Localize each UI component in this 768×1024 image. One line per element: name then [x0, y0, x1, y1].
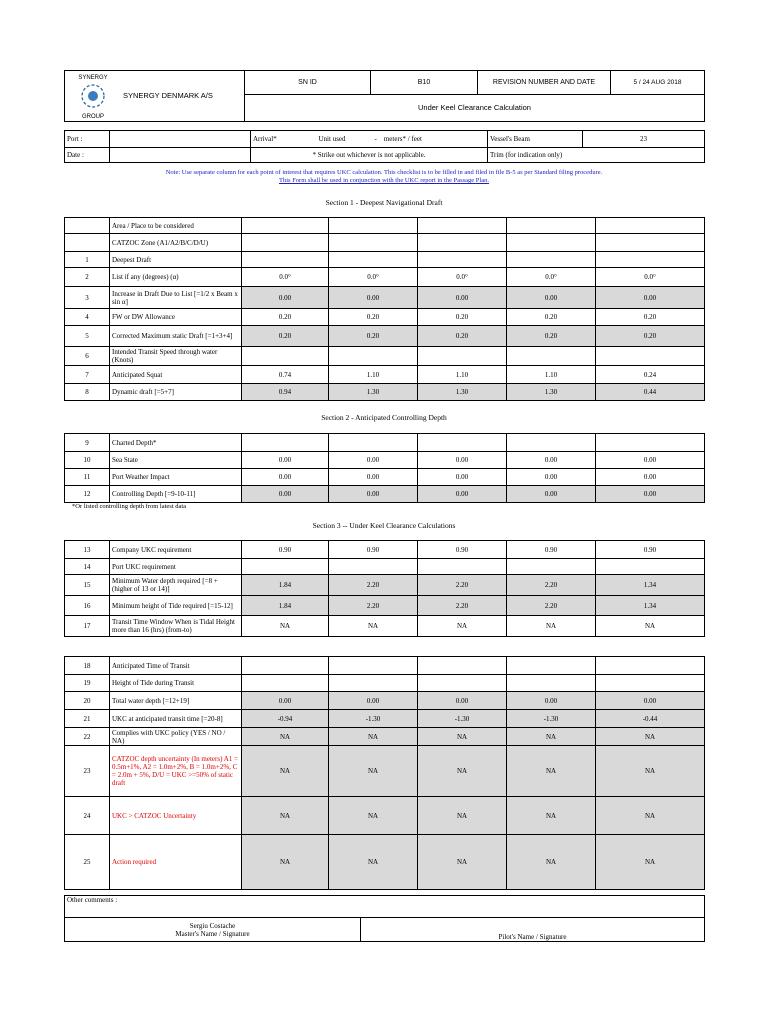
value-cell[interactable]	[329, 234, 418, 252]
row-label: Intended Transit Speed through water (Knots)	[110, 347, 242, 366]
row-label: Complies with UKC policy (YES / NO / NA)	[110, 728, 242, 746]
revision-value: 5 / 24 AUG 2018	[611, 71, 705, 95]
value-cell[interactable]: 0.0°	[596, 268, 705, 287]
table-row	[65, 835, 705, 890]
value-cell[interactable]	[596, 234, 705, 252]
revision-label: REVISION NUMBER AND DATE	[478, 71, 611, 95]
value-cell[interactable]: NA	[596, 746, 705, 797]
section-1-title: Section 1 - Deepest Navigational Draft	[325, 198, 443, 207]
value-cell[interactable]: 0.00	[329, 486, 418, 503]
row-number: 8	[65, 384, 110, 401]
value-cell[interactable]	[596, 559, 705, 575]
value-cell[interactable]: 0.00	[242, 486, 329, 503]
value-cell[interactable]: 0.20	[242, 309, 329, 326]
value-cell[interactable]: 0.20	[242, 326, 329, 347]
row-number: 2	[65, 268, 110, 287]
row-label: Corrected Maximum static Draft [=1+3+4]	[110, 326, 242, 347]
row-label: List if any (degrees) (α)	[110, 268, 242, 287]
value-cell[interactable]: 0.24	[596, 366, 705, 384]
row-label: Total water depth [=12+19]	[110, 692, 242, 710]
table-row	[65, 326, 705, 347]
value-cell[interactable]: NA	[242, 728, 329, 746]
value-cell[interactable]: 0.44	[596, 384, 705, 401]
value-cell[interactable]	[418, 252, 507, 268]
value-cell[interactable]: 0.0°	[242, 268, 329, 287]
vessel-beam-value: 23	[583, 131, 705, 148]
row-number: 5	[65, 326, 110, 347]
value-cell[interactable]: 0.00	[329, 452, 418, 469]
value-cell[interactable]: 0.00	[418, 692, 507, 710]
section-3-table-a	[64, 540, 705, 637]
value-cell[interactable]: -0.44	[596, 710, 705, 728]
value-cell[interactable]: 1.30	[418, 384, 507, 401]
row-number	[65, 234, 110, 252]
row-number: 17	[65, 616, 110, 637]
pilot-signature	[361, 918, 705, 942]
value-cell[interactable]: NA	[596, 616, 705, 637]
row-label: Action required	[110, 835, 242, 890]
table-row	[65, 692, 705, 710]
value-cell[interactable]: 1.84	[242, 596, 329, 616]
value-cell[interactable]	[418, 434, 507, 452]
value-cell[interactable]	[329, 252, 418, 268]
value-cell[interactable]: NA	[507, 616, 596, 637]
table-row	[65, 268, 705, 287]
value-cell[interactable]: NA	[329, 728, 418, 746]
value-cell[interactable]: 0.00	[418, 469, 507, 486]
value-cell[interactable]: 0.0°	[418, 268, 507, 287]
section-2-table	[64, 433, 705, 503]
arrival-label: Arrival*	[251, 131, 317, 148]
table-row	[65, 347, 705, 366]
company-cell	[65, 71, 245, 122]
row-label: Anticipated Squat	[110, 366, 242, 384]
value-cell[interactable]: NA	[242, 835, 329, 890]
other-comments-label: Other comments :	[67, 896, 118, 904]
row-number: 19	[65, 675, 110, 692]
table-row	[65, 486, 705, 503]
value-cell[interactable]: 1.10	[418, 366, 507, 384]
value-cell[interactable]: 0.74	[242, 366, 329, 384]
pilot-label: Pilot's Name / Signature	[498, 933, 567, 941]
value-cell[interactable]: 0.20	[507, 309, 596, 326]
value-cell[interactable]: NA	[418, 835, 507, 890]
value-cell[interactable]: 0.00	[596, 287, 705, 309]
value-cell[interactable]: 0.00	[329, 469, 418, 486]
port-label: Port :	[65, 131, 110, 148]
vessel-beam-label: Vessel's Beam	[488, 131, 583, 148]
value-cell[interactable]: NA	[596, 728, 705, 746]
value-cell[interactable]: 0.00	[596, 469, 705, 486]
row-label: Port UKC requirement	[110, 559, 242, 575]
value-cell[interactable]	[596, 252, 705, 268]
value-cell[interactable]: -0.94	[242, 710, 329, 728]
company-name: SYNERGY DENMARK A/S	[123, 91, 213, 100]
row-number: 18	[65, 657, 110, 675]
row-label: UKC at anticipated transit time [=20-8]	[110, 710, 242, 728]
value-cell[interactable]: 0.00	[596, 692, 705, 710]
value-cell[interactable]: NA	[418, 746, 507, 797]
row-label: Dynamic draft [=5+7]	[110, 384, 242, 401]
date-input[interactable]	[110, 148, 251, 163]
value-cell[interactable]	[596, 347, 705, 366]
value-cell[interactable]	[329, 434, 418, 452]
value-cell[interactable]: NA	[418, 728, 507, 746]
value-cell[interactable]	[242, 559, 329, 575]
value-cell[interactable]	[242, 252, 329, 268]
value-cell[interactable]: 0.20	[418, 309, 507, 326]
value-cell[interactable]: 0.00	[418, 287, 507, 309]
sn-value: B10	[371, 71, 478, 95]
value-cell[interactable]: 0.0°	[507, 268, 596, 287]
table-row	[65, 675, 705, 692]
row-number: 9	[65, 434, 110, 452]
value-cell[interactable]: 0.00	[418, 452, 507, 469]
row-label: CATZOC depth uncertainty (In meters) A1 = 0.5m+1%, A2 = 1.0m+2%, B = 1.0m+2%, C = 2.0m + 5%, D/U = UKC >=50% of static draft	[110, 746, 242, 797]
value-cell[interactable]	[507, 234, 596, 252]
value-cell[interactable]: NA	[418, 616, 507, 637]
row-label: UKC > CATZOC Uncertainty	[110, 797, 242, 835]
synergy-logo-icon	[67, 71, 119, 121]
value-cell[interactable]: 0.00	[242, 469, 329, 486]
value-cell[interactable]	[242, 675, 329, 692]
value-cell[interactable]: 0.90	[507, 541, 596, 559]
value-cell[interactable]	[596, 675, 705, 692]
row-number: 14	[65, 559, 110, 575]
logo-bottom-text: GROUP	[81, 114, 105, 120]
value-cell[interactable]	[418, 657, 507, 675]
logo-top-text: SYNERGY	[78, 75, 108, 81]
row-number: 7	[65, 366, 110, 384]
other-comments[interactable]	[65, 896, 705, 918]
row-number: 12	[65, 486, 110, 503]
row-label: CATZOC Zone (A1/A2/B/C/D/U)	[110, 234, 242, 252]
info-table	[64, 130, 705, 163]
table-row	[65, 657, 705, 675]
table-row	[65, 234, 705, 252]
row-label: Increase in Draft Due to List [=1/2 x Beam x sin α]	[110, 287, 242, 309]
note-line-2: This Form shall be used in conjunction with the UKC report in the Passage Plan.	[279, 177, 489, 184]
row-number: 22	[65, 728, 110, 746]
value-cell[interactable]: NA	[242, 797, 329, 835]
value-cell[interactable]: 0.90	[418, 541, 507, 559]
value-cell[interactable]: 2.20	[418, 575, 507, 596]
value-cell[interactable]: 0.90	[242, 541, 329, 559]
row-label: FW or DW Allowance	[110, 309, 242, 326]
section-2-title: Section 2 - Anticipated Controlling Depth	[321, 413, 447, 422]
row-number: 11	[65, 469, 110, 486]
value-cell[interactable]: 0.94	[242, 384, 329, 401]
value-cell[interactable]	[329, 657, 418, 675]
value-cell[interactable]: NA	[507, 797, 596, 835]
unit-value	[373, 131, 488, 148]
value-cell[interactable]	[329, 559, 418, 575]
value-cell[interactable]: 2.20	[507, 575, 596, 596]
table-row	[65, 575, 705, 596]
row-number: 13	[65, 541, 110, 559]
value-cell[interactable]: 0.20	[418, 326, 507, 347]
value-cell[interactable]	[507, 434, 596, 452]
value-cell[interactable]	[329, 347, 418, 366]
table-row	[65, 469, 705, 486]
table-row	[65, 434, 705, 452]
table-row	[65, 366, 705, 384]
value-cell[interactable]: -1.30	[329, 710, 418, 728]
value-cell[interactable]: 0.20	[596, 326, 705, 347]
port-input[interactable]	[110, 131, 251, 148]
row-number: 4	[65, 309, 110, 326]
value-cell[interactable]: 1.10	[329, 366, 418, 384]
value-cell[interactable]	[329, 675, 418, 692]
value-cell[interactable]	[242, 347, 329, 366]
value-cell[interactable]: 2.20	[329, 575, 418, 596]
section-3-table-b	[64, 656, 705, 890]
value-cell[interactable]: 0.90	[596, 541, 705, 559]
value-cell[interactable]	[418, 559, 507, 575]
table-row	[65, 452, 705, 469]
value-cell[interactable]	[507, 252, 596, 268]
table-row	[65, 384, 705, 401]
value-cell[interactable]: 2.20	[507, 596, 596, 616]
value-cell[interactable]: 0.00	[329, 692, 418, 710]
value-cell[interactable]: 0.00	[242, 692, 329, 710]
value-cell[interactable]: 0.00	[507, 469, 596, 486]
section-3-title: Section 3 -- Under Keel Clearance Calculations	[312, 521, 456, 530]
table-row	[65, 616, 705, 637]
row-label: Transit Time Window When is Tidal Height more than 16 (hrs) (from-to)	[110, 616, 242, 637]
note-line-1: Note: Use separate column for each point of interest that requires UKC calculation. This checklist is to be filled in and filed in file B-5 as per Standard filing procedure.	[165, 169, 603, 176]
row-number: 16	[65, 596, 110, 616]
value-cell[interactable]: 0.20	[507, 326, 596, 347]
value-cell[interactable]: 2.20	[329, 596, 418, 616]
table-row	[65, 797, 705, 835]
row-number: 25	[65, 835, 110, 890]
value-cell[interactable]: 0.90	[329, 541, 418, 559]
value-cell[interactable]	[596, 434, 705, 452]
value-cell[interactable]: NA	[596, 835, 705, 890]
row-number: 23	[65, 746, 110, 797]
row-number: 10	[65, 452, 110, 469]
signature-table	[64, 895, 705, 942]
trim-note: Trim (for indication only)	[488, 148, 705, 163]
value-cell[interactable]: NA	[329, 746, 418, 797]
value-cell[interactable]: 1.30	[507, 384, 596, 401]
value-cell[interactable]: 0.20	[329, 326, 418, 347]
value-cell[interactable]	[418, 218, 507, 234]
master-label: Master's Name / Signature	[175, 929, 250, 938]
row-number: 6	[65, 347, 110, 366]
value-cell[interactable]	[329, 218, 418, 234]
value-cell[interactable]: 0.00	[596, 452, 705, 469]
row-label: Anticipated Time of Transit	[110, 657, 242, 675]
value-cell[interactable]	[507, 657, 596, 675]
value-cell[interactable]: NA	[596, 797, 705, 835]
value-cell[interactable]	[507, 347, 596, 366]
master-signature	[65, 918, 361, 942]
value-cell[interactable]: 1.84	[242, 575, 329, 596]
value-cell[interactable]	[242, 218, 329, 234]
value-cell[interactable]: NA	[507, 728, 596, 746]
unit-used-label: Unit used	[317, 131, 373, 148]
value-cell[interactable]: 1.30	[329, 384, 418, 401]
value-cell[interactable]: NA	[329, 835, 418, 890]
value-cell[interactable]: 1.34	[596, 596, 705, 616]
value-cell[interactable]: 2.20	[418, 596, 507, 616]
value-cell[interactable]: 1.34	[596, 575, 705, 596]
strike-note: * Strike out whichever is not applicable.	[251, 148, 488, 163]
value-cell[interactable]: NA	[242, 616, 329, 637]
value-cell[interactable]	[242, 234, 329, 252]
value-cell[interactable]: 0.00	[507, 692, 596, 710]
value-cell[interactable]: 0.00	[596, 486, 705, 503]
value-cell[interactable]	[507, 218, 596, 234]
row-number	[65, 218, 110, 234]
table-row	[65, 596, 705, 616]
value-cell[interactable]	[418, 347, 507, 366]
value-cell[interactable]: NA	[507, 746, 596, 797]
unit-dash: -	[374, 135, 377, 143]
value-cell[interactable]: 0.20	[596, 309, 705, 326]
table-row	[65, 218, 705, 234]
table-row	[65, 541, 705, 559]
row-label: Height of Tide during Transit	[110, 675, 242, 692]
row-number: 21	[65, 710, 110, 728]
row-number: 15	[65, 575, 110, 596]
section-2-footnote: *Or listed controlling depth from latest data	[72, 503, 187, 510]
value-cell[interactable]	[242, 434, 329, 452]
value-cell[interactable]: NA	[329, 797, 418, 835]
row-label: Area / Place to be considered	[110, 218, 242, 234]
value-cell[interactable]: 0.00	[242, 287, 329, 309]
row-label: Charted Depth*	[110, 434, 242, 452]
value-cell[interactable]: 0.00	[242, 452, 329, 469]
value-cell[interactable]: NA	[507, 835, 596, 890]
value-cell[interactable]: NA	[418, 797, 507, 835]
form-title: Under Keel Clearance Calculation	[245, 95, 705, 122]
value-cell[interactable]: -1.30	[507, 710, 596, 728]
table-row	[65, 287, 705, 309]
value-cell[interactable]	[418, 234, 507, 252]
value-cell[interactable]: -1.30	[418, 710, 507, 728]
value-cell[interactable]: NA	[329, 616, 418, 637]
value-cell[interactable]: 0.00	[507, 486, 596, 503]
row-label: Port Weather Impact	[110, 469, 242, 486]
value-cell[interactable]: 0.00	[507, 287, 596, 309]
table-row	[65, 728, 705, 746]
row-number: 3	[65, 287, 110, 309]
value-cell[interactable]	[507, 559, 596, 575]
header-table	[64, 70, 705, 122]
row-label: Company UKC requirement	[110, 541, 242, 559]
table-row	[65, 710, 705, 728]
value-cell[interactable]: 0.0°	[329, 268, 418, 287]
master-name: Sergiu Costache	[189, 921, 236, 930]
row-label: Minimum Water depth required [=8 + (higher of 13 or 14)]	[110, 575, 242, 596]
value-cell[interactable]: 0.00	[418, 486, 507, 503]
value-cell[interactable]	[242, 657, 329, 675]
value-cell[interactable]: 0.20	[329, 309, 418, 326]
unit-options: meters* / feet	[383, 135, 422, 143]
sn-label: SN ID	[245, 71, 371, 95]
section-1-table	[64, 217, 705, 401]
value-cell[interactable]	[596, 657, 705, 675]
value-cell[interactable]	[418, 675, 507, 692]
value-cell[interactable]: 0.00	[507, 452, 596, 469]
row-label: Sea State	[110, 452, 242, 469]
value-cell[interactable]: NA	[242, 746, 329, 797]
value-cell[interactable]: 0.00	[329, 287, 418, 309]
table-row	[65, 309, 705, 326]
row-number: 20	[65, 692, 110, 710]
value-cell[interactable]	[507, 675, 596, 692]
row-number: 1	[65, 252, 110, 268]
row-label: Deepest Draft	[110, 252, 242, 268]
value-cell[interactable]	[596, 218, 705, 234]
row-label: Controlling Depth [=9-10-11]	[110, 486, 242, 503]
table-row	[65, 252, 705, 268]
value-cell[interactable]: 1.10	[507, 366, 596, 384]
table-row	[65, 559, 705, 575]
date-label: Date :	[65, 148, 110, 163]
row-label: Minimum height of Tide required [=15-12]	[110, 596, 242, 616]
row-number: 24	[65, 797, 110, 835]
table-row	[65, 746, 705, 797]
